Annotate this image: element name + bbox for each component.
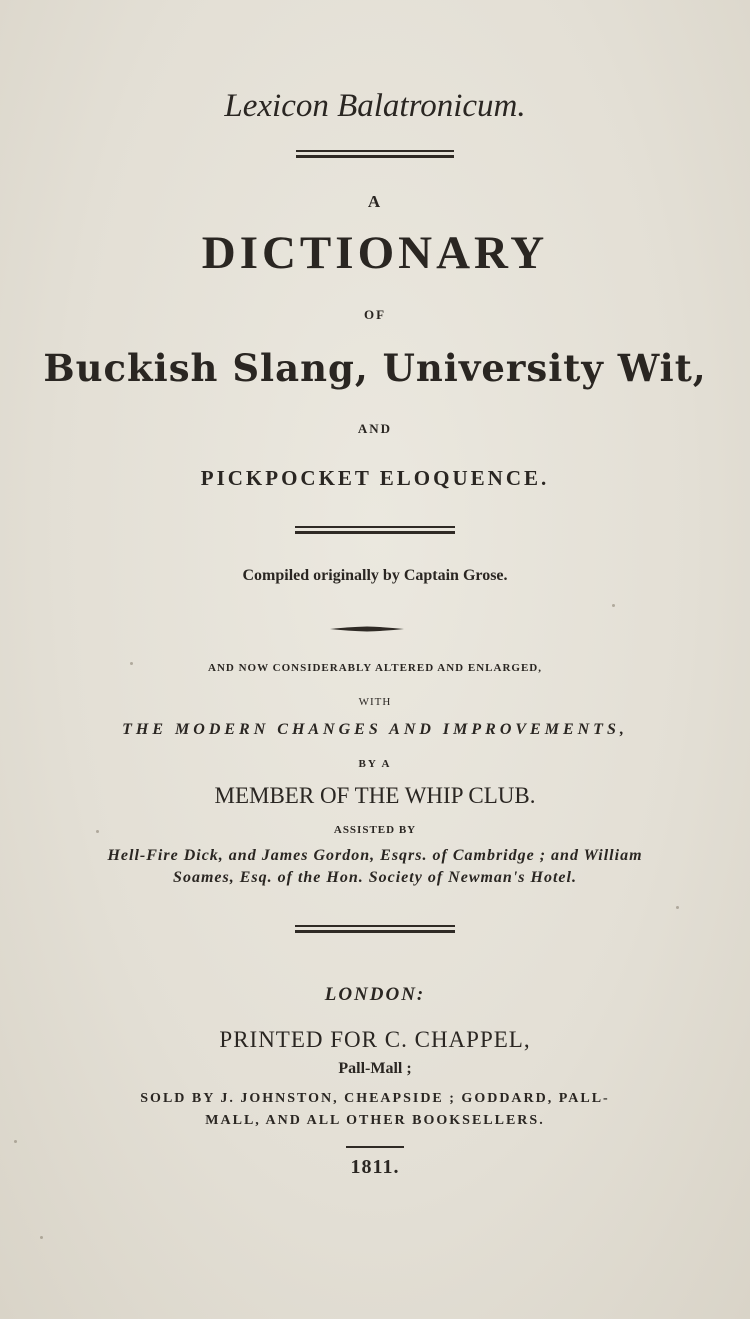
rule-short [0,1146,750,1148]
paper-speck [612,604,615,607]
booksellers-line: MALL, AND ALL OTHER BOOKSELLERS. [205,1113,545,1128]
ornament-dash-icon [330,626,404,632]
rule-middle [0,526,750,534]
paper-speck [14,1140,17,1143]
london-line: LONDON: [324,984,426,1005]
rule-top [0,150,750,158]
printed-for-line: PRINTED FOR C. CHAPPEL, [219,1027,531,1052]
lexicon-title: Lexicon Balatronicum. [224,88,526,124]
assisted-by-line: ASSISTED BY [333,824,417,836]
buckish-slang-line: Buckish Slang, University Wit, [43,346,707,390]
paper-speck [676,906,679,909]
by-a-word: BY A [358,758,392,770]
modern-changes-line: THE MODERN CHANGES AND IMPROVEMENTS, [122,721,628,738]
compiled-by-line: Compiled originally by Captain Grose. [242,567,508,584]
of-word: OF [363,307,387,322]
paper-speck [130,662,133,665]
contributors-line-2: Soames, Esq. of the Hon. Society of Newman's Hotel. [173,869,577,886]
year-line: 1811. [350,1156,400,1178]
article-a: A [367,192,383,211]
sold-by-line: SOLD BY J. JOHNSTON, CHEAPSIDE ; GODDARD, PALL- [140,1091,610,1106]
rule-lower [0,925,750,933]
pall-mall-line: Pall-Mall ; [338,1060,412,1077]
paper-speck [96,830,99,833]
with-word: WITH [358,696,392,708]
dictionary-heading: DICTIONARY [201,227,549,279]
altered-line: AND NOW CONSIDERABLY ALTERED AND ENLARGED, [208,662,542,674]
contributors-line-1: Hell-Fire Dick, and James Gordon, Esqrs. of Cambridge ; and William [107,847,643,864]
paper-speck [40,1236,43,1239]
pickpocket-line: PICKPOCKET ELOQUENCE. [200,466,550,490]
member-line: MEMBER OF THE WHIP CLUB. [214,783,536,808]
and-word: AND [357,421,393,436]
